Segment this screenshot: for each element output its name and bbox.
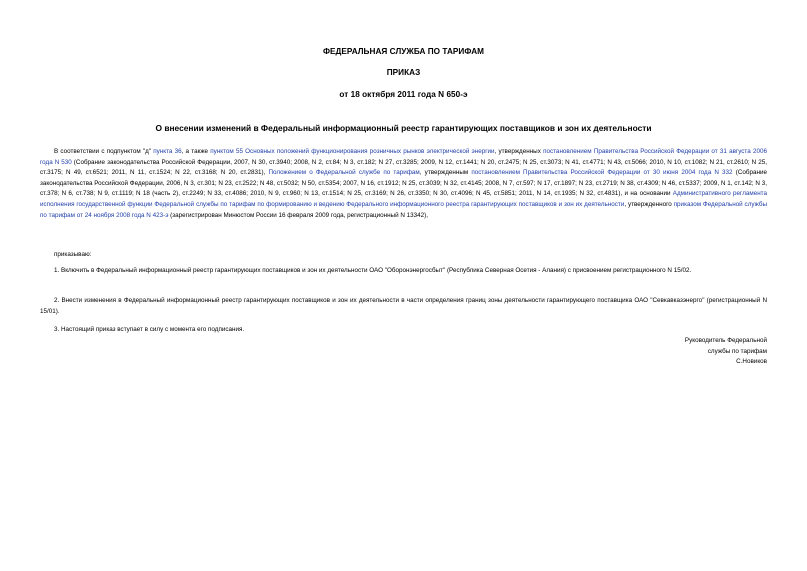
signature-position-line1: Руководитель Федеральной [684, 337, 767, 344]
agency-heading: ФЕДЕРАЛЬНАЯ СЛУЖБА ПО ТАРИФАМ [322, 47, 485, 56]
link-point-36[interactable]: пункта 36 [153, 148, 182, 155]
link-government-resolution-530[interactable]: постановлением Правительства Российской Федерации от 31 августа 2006 года N 530 [40, 148, 767, 166]
signature-name: С.Новиков [736, 358, 767, 366]
preamble-text: В соответствии с подпунктом "д" [54, 148, 154, 155]
preamble-text: , а также [181, 148, 211, 155]
preamble-text: , утвержденным [419, 169, 472, 177]
preamble-text: (зарегистрирован Минюстом России 16 февраля 2009 года, регистрационный N 13342), [168, 211, 429, 219]
link-point-55-basic-provisions[interactable]: пунктом 55 Основных положений функционирования розничных рынков электрической энергии [210, 148, 495, 155]
order-item-3: 3. Настоящий приказ вступает в силу с момента его подписания. [54, 326, 245, 333]
document-title: О внесении изменений в Федеральный информационный реестр гарантирующих поставщиков и зон их деятельности [155, 123, 652, 133]
doc-type-heading: ПРИКАЗ [386, 68, 421, 77]
order-item-2: 2. Внести изменения в Федеральный информационный реестр гарантирующих поставщиков и зон их деятельности в части определения границ зоны деятельности гарантирующего поставщика ОАО "Севкавказэнерго" (регистрационный N 15/01). [40, 297, 767, 315]
preamble-text: , утвержденного [624, 200, 674, 208]
signature-position-line2: службы по тарифам [707, 347, 767, 355]
signature-block [607, 336, 767, 368]
preamble-text: (Собрание законодательства Российской Федерации, 2006, N 3, ст.301; N 23, ст.2522; N 48, ст.5032; N 50, ст.5354; 2007, N 16, ст.1912; N 25, ст.3039; N 32, ст.4145; 2008, N 7, ст.597; N 17, ст.1897; N 23, ст.2719; N 38, ст.4309; N 46, ст.5337; 2009, N 1, ст.142; N 3, ст.378; N 6, ст.738; N 9, ст.1119; N 18 (часть 2), ст.2249; N 33, ст.4086; 2010, N 9, ст.960; N 13, ст.1514; N 25, ст.3169; N 26, ст.3350; N 30, ст.4096; N 45, ст.5851; 2011, N 14, ст.1935; N 32, ст.4831), и на основании [40, 169, 767, 198]
order-item-1: 1. Включить в Федеральный информационный реестр гарантирующих поставщиков и зон их деятельности ОАО "Оборонэнергосбыт" (Республика Северная Осетия - Алания) с присвоением регистрационного N 15/02. [54, 267, 692, 274]
link-fst-order-423e[interactable]: приказом Федеральной службы по тарифам от 24 ноября 2008 года N 423-э [40, 200, 768, 219]
link-administrative-regulation[interactable]: Административного регламента исполнения государственной функции Федеральной службы по тарифам по формированию и ведению Федерального информационного реестра гарантирующих поставщиков и зон их деятельности [40, 190, 767, 208]
link-government-resolution-332[interactable]: постановлением Правительства Российской Федерации от 30 июня 2004 года N 332 [471, 169, 733, 177]
preamble-text: , утвержденных [494, 148, 544, 155]
link-fst-regulation[interactable]: Положением о Федеральной службе по тарифам [268, 169, 420, 177]
preamble-text: (Собрание законодательства Российской Федерации, 2007, N 30, ст.3940; 2008, N 2, ст.84; N 3, ст.182; N 27, ст.3285; 2009, N 12, ст.1441; N 20, ст.2475; N 25, ст.3073; N 41, ст.4771; N 43, ст.5066; 2010, N 10, ст.1082; N 21, ст.2610; N 25, ст.3175; N 49, ст.6521; 2011, N 11, ст.1524; N 22, ст.3168; N 20, ст.2831), [40, 158, 767, 177]
date-number-heading: от 18 октября 2011 года N 650-э [339, 90, 468, 99]
orders-label: приказываю: [54, 251, 92, 258]
preamble-paragraph [40, 147, 767, 221]
